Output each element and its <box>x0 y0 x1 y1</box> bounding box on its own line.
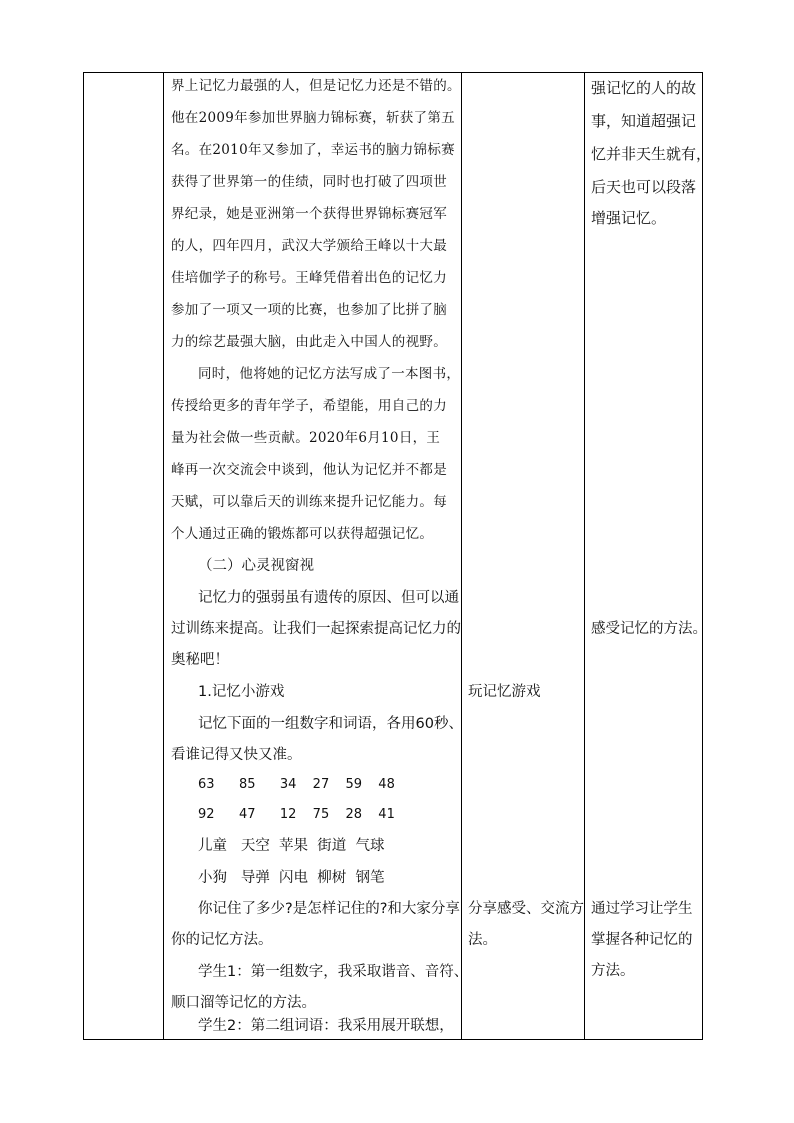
intent-line: 增强记忆。 <box>591 209 667 227</box>
story-line: 个人通过正确的锻炼都可以获得超强记忆。 <box>171 526 434 542</box>
story-line: 他在2009年参加世界脑力锦标赛，斩获了第五 <box>171 110 455 126</box>
story-line: 天赋，可以靠后天的训练来提升记忆能力。每 <box>171 494 447 510</box>
table-right-border <box>702 72 703 1040</box>
game-title: 1.记忆小游戏 <box>198 684 285 700</box>
story-line: 界上记忆力最强的人，但是记忆力还是不错的。 <box>171 78 461 94</box>
intent-line: 事，知道超强记 <box>591 112 697 130</box>
story-line: 传授给更多的青年学子，希望能，用自己的力 <box>171 398 447 414</box>
numbers-row-1: 63 85 34 27 59 48 <box>198 777 395 792</box>
table-left-border <box>83 72 84 1040</box>
story-line: 的人，四年四月，武汉大学颁给王峰以十大最 <box>171 238 447 254</box>
intent-2: 感受记忆的方法。 <box>591 621 707 637</box>
story-line: 参加了一项又一项的比赛，也参加了比拼了脑 <box>171 302 447 318</box>
words-row-2: 小狗 导弹 闪电 柳树 钢笔 <box>198 870 385 886</box>
intro-line: 奥秘吧！ <box>171 652 229 668</box>
question-line: 你记住了多少?是怎样记住的?和大家分享 <box>198 901 460 917</box>
story-line: 量为社会做一些贡献。2020年6月10日，王 <box>171 430 441 446</box>
column-divider-3 <box>584 72 585 1040</box>
instruction-line: 记忆下面的一组数字和词语，各用60秒、 <box>198 716 463 732</box>
question-line: 你的记忆方法。 <box>171 932 273 948</box>
story-line: 力的综艺最强大脑，由此走入中国人的视野。 <box>171 334 447 350</box>
story-line: 名。在2010年又参加了，幸运书的脑力锦标赛 <box>171 142 455 158</box>
intent-line: 方法。 <box>591 963 635 979</box>
intent-line: 强记忆的人的故 <box>591 79 697 97</box>
section-heading: （二）心灵视窗视 <box>198 558 314 574</box>
intent-line: 通过学习让学生 <box>591 901 693 917</box>
words-row-1: 儿童 天空 苹果 街道 气球 <box>198 838 385 854</box>
intro-line: 过训练来提高。让我们一起探索提高记忆力的 <box>171 621 461 637</box>
numbers-row-2: 92 47 12 75 28 41 <box>198 807 395 822</box>
intent-line: 掌握各种记忆的 <box>591 932 693 948</box>
activity-line: 法。 <box>468 932 497 948</box>
story-line: 获得了世界第一的佳绩，同时也打破了四项世 <box>171 174 447 190</box>
activity-memory-game: 玩记忆游戏 <box>468 684 541 700</box>
student-2-answer: 学生2：第二组词语：我采用展开联想， <box>198 1018 454 1034</box>
column-divider-2 <box>461 72 462 1040</box>
story-line: 峰再一次交流会中谈到，他认为记忆并不都是 <box>171 462 447 478</box>
table-bottom-border <box>83 1039 703 1040</box>
intent-line: 后天也可以段落 <box>591 178 697 196</box>
intent-line: 忆并非天生就有， <box>591 145 712 163</box>
student-line: 顺口溜等记忆的方法。 <box>171 995 316 1011</box>
table-top-border <box>83 72 703 73</box>
instruction-line: 看谁记得又快又准。 <box>171 747 302 763</box>
column-divider-1 <box>163 72 164 1040</box>
story-line: 佳培伽学子的称号。王峰凭借着出色的记忆力 <box>171 270 447 286</box>
intro-line: 记忆力的强弱虽有遗传的原因、但可以通 <box>198 590 459 606</box>
story-line: 界纪录，她是亚洲第一个获得世界锦标赛冠军 <box>171 206 447 222</box>
activity-line: 分享感受、交流方 <box>468 901 584 917</box>
student-line: 学生1：第一组数字，我采取谐音、音符、 <box>198 964 469 980</box>
story-line: 同时，他将她的记忆方法写成了一本图书， <box>198 366 461 382</box>
